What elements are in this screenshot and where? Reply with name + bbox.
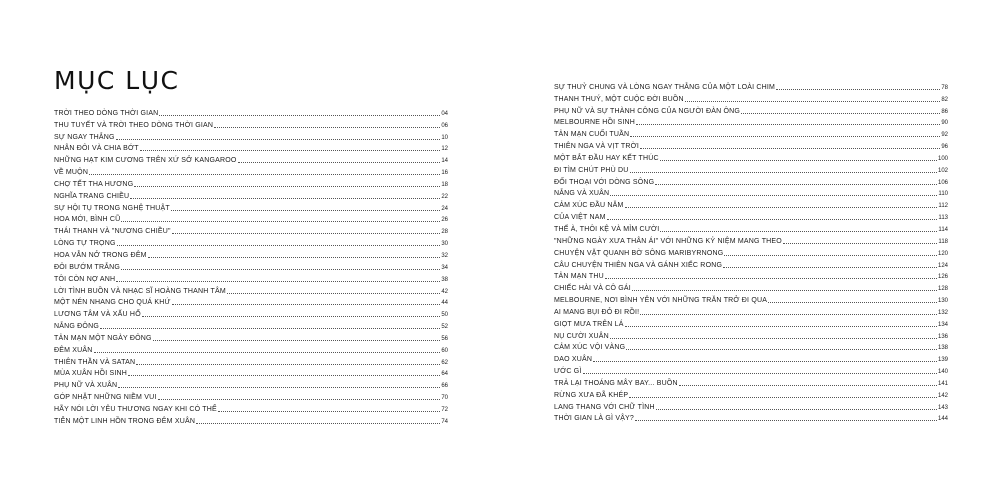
toc-entry-page: 138 (937, 345, 948, 352)
toc-entry-title: NHÂN ĐÔI VÀ CHIA BỚT (54, 145, 139, 153)
toc-entry-page: 16 (441, 170, 448, 177)
toc-entry (54, 189, 448, 201)
dot-leader (636, 124, 940, 125)
toc-entry-title: CHUYỆN VẶT QUANH BỜ SÔNG MARIBYRNONG (554, 249, 724, 257)
toc-entry (54, 248, 448, 260)
toc-entry-page: 82 (941, 96, 948, 103)
dot-leader (158, 399, 441, 400)
toc-entry-page: 140 (937, 369, 948, 376)
toc-entry (54, 201, 448, 213)
page-title: MỤC LỤC (54, 66, 180, 95)
toc-entry-title: MỘT NÉN NHANG CHO QUÁ KHỨ (54, 299, 171, 307)
toc-entry-page: 32 (441, 252, 448, 259)
toc-entry (54, 307, 448, 319)
toc-entry-title: LÒNG TỰ TRỌNG (54, 240, 116, 248)
toc-entry-title: SỰ HỘI TỤ TRONG NGHỆ THUẬT (54, 204, 170, 212)
toc-entry-page: 124 (937, 262, 948, 269)
toc-entry-title: THU TUYẾT VÀ TRỜI THEO DÒNG THỜI GIAN (54, 121, 214, 129)
dot-leader (172, 304, 441, 305)
toc-entry-page: 86 (941, 108, 948, 115)
toc-entry-page: 134 (937, 321, 948, 328)
toc-entry (554, 92, 948, 104)
toc-entry-title: TIỄN MỘT LINH HỒN TRONG ĐÊM XUÂN (54, 417, 196, 425)
toc-entry (54, 272, 448, 284)
toc-entry-page: 18 (441, 181, 448, 188)
toc-entry-title: SỰ NGAY THẲNG (54, 133, 115, 141)
dot-leader (172, 233, 441, 234)
toc-entry (554, 270, 948, 282)
toc-entry (54, 118, 448, 130)
toc-entry-title: HOA MỚI, BÌNH CŨ (54, 216, 121, 224)
toc-entry-page: 72 (441, 406, 448, 413)
toc-entry (554, 258, 948, 270)
toc-entry (554, 163, 948, 175)
dot-leader (679, 385, 937, 386)
toc-entry-page: 141 (937, 380, 948, 387)
toc-entry (554, 210, 948, 222)
toc-entry (54, 367, 448, 379)
toc-entry-page: 30 (441, 241, 448, 248)
toc-entry-title: CẢM XÚC ĐẦU NĂM (554, 202, 624, 210)
toc-entry-title: THỜI GIAN LÀ GÌ VẬY? (554, 415, 635, 423)
toc-entry-title: THIÊN THẦN VÀ SATAN (54, 358, 136, 366)
dot-leader (640, 148, 940, 149)
dot-leader (128, 375, 440, 376)
toc-entry-page: 66 (441, 383, 448, 390)
dot-leader (583, 373, 937, 374)
toc-entry-page: 142 (937, 392, 948, 399)
toc-entry-page: 28 (441, 229, 448, 236)
toc-entry-page: 118 (938, 238, 948, 245)
dot-leader (140, 150, 441, 151)
toc-entry-title: HÃY NÓI LỜI YÊU THƯƠNG NGAY KHI CÓ THỂ (54, 405, 217, 413)
toc-entry-title: VỀ MUỘN (54, 169, 89, 177)
dot-leader (768, 302, 937, 303)
toc-entry (554, 293, 948, 305)
toc-entry-title: CỦA VIỆT NAM (554, 214, 606, 222)
dot-leader (153, 340, 441, 341)
dot-leader (593, 361, 937, 362)
toc-entry (554, 341, 948, 353)
toc-entry-title: ĐỐI THOẠI VỚI DÒNG SÔNG (554, 178, 655, 186)
dot-leader (741, 113, 940, 114)
dot-leader (685, 101, 941, 102)
dot-leader (776, 89, 940, 90)
toc-entry-page: 14 (441, 158, 448, 165)
toc-entry (554, 175, 948, 187)
toc-entry-page: 52 (441, 324, 448, 331)
toc-entry-title: SỰ THUỶ CHUNG VÀ LÒNG NGAY THẲNG CỦA MỘT LOÀI CHIM (554, 83, 776, 91)
toc-entry-title: NỤ CƯỜI XUÂN (554, 332, 609, 340)
toc-entry-page: 10 (441, 134, 448, 141)
toc-entry-title: ƯỚC GÌ (554, 368, 582, 376)
toc-entry-page: 143 (937, 404, 948, 411)
toc-entry-title: LỜI TÌNH BUỒN VÀ NHẠC SĨ HOÀNG THANH TÂM (54, 287, 226, 295)
toc-entry (54, 260, 448, 272)
toc-entry (554, 116, 948, 128)
toc-entry-title: THẾ À, THÔI KỆ VÀ MỈM CƯỜI (554, 225, 660, 233)
right-page (500, 0, 1000, 500)
toc-entry (554, 139, 948, 151)
toc-entry (54, 355, 448, 367)
toc-entry (554, 412, 948, 424)
toc-entry-page: 44 (441, 300, 448, 307)
dot-leader (630, 136, 940, 137)
dot-leader (148, 257, 441, 258)
dot-leader (238, 162, 441, 163)
toc-entry-page: 42 (441, 288, 448, 295)
toc-entry-title: GIỌT MƯA TRÊN LÁ (554, 320, 624, 328)
toc-entry-page: 92 (941, 132, 948, 139)
toc-entry-page: 74 (441, 418, 448, 425)
dot-leader (640, 314, 937, 315)
dot-leader (171, 210, 441, 211)
toc-entry (54, 106, 448, 118)
dot-leader (610, 195, 937, 196)
toc-entry-title: MELBOURNE, NƠI BÌNH YÊN VỚI NHỮNG TRĂN TRỞ ĐI QUA (554, 297, 768, 305)
toc-entry-page: 04 (441, 110, 448, 117)
toc-entry-title: CHỢ TẾT THA HƯƠNG (54, 180, 134, 188)
dot-leader (655, 184, 937, 185)
toc-entry-page: 62 (441, 359, 448, 366)
toc-entry (554, 198, 948, 210)
toc-entry-page: 126 (937, 274, 948, 281)
toc-entry-title: PHỤ NỮ VÀ SỰ THÀNH CÔNG CỦA NGƯỜI ĐÀN ÔNG (554, 107, 741, 115)
dot-leader (605, 278, 937, 279)
toc-entry-title: THANH THUÝ, MỘT CUỘC ĐỜI BUỒN (554, 95, 684, 103)
dot-leader (724, 255, 937, 256)
toc-entry (54, 165, 448, 177)
toc-entry-title: CẢM XÚC VỘI VÀNG (554, 344, 626, 352)
dot-leader (218, 411, 440, 412)
dot-leader (660, 231, 937, 232)
toc-entry (554, 376, 948, 388)
toc-entry-title: TẢN MẠN THU (554, 273, 604, 281)
toc-entry (554, 388, 948, 400)
toc-entry-title: THIÊN NGA VÀ VỊT TRỜI (554, 143, 640, 151)
dot-leader (632, 290, 937, 291)
toc-entry-page: 144 (937, 416, 948, 423)
toc-entry-title: DAO XUÂN (554, 356, 593, 364)
toc-entry-title: THÁI THANH VÀ "NƯƠNG CHIỀU" (54, 228, 171, 236)
dot-leader (116, 281, 440, 282)
toc-entry-title: AI MANG BỤI ĐỎ ĐI RỒI! (554, 308, 640, 316)
toc-entry (554, 400, 948, 412)
toc-entry-page: 60 (441, 347, 448, 354)
toc-entry-title: NẮNG VÀ XUÂN (554, 190, 610, 198)
toc-entry-title: RỪNG XƯA ĐÃ KHÉP (554, 391, 629, 399)
dot-leader (607, 219, 938, 220)
toc-entry-page: 90 (941, 120, 948, 127)
toc-entry (54, 296, 448, 308)
toc-entry-page: 112 (938, 203, 948, 210)
toc-entry (54, 213, 448, 225)
toc-entry-page: 78 (941, 84, 948, 91)
toc-entry-title: MÙA XUÂN HỒI SINH (54, 370, 128, 378)
dot-leader (94, 352, 441, 353)
toc-entry (554, 281, 948, 293)
dot-leader (196, 423, 440, 424)
dot-leader (134, 186, 440, 187)
dot-leader (136, 364, 440, 365)
toc-entry-title: HOA VẪN NỞ TRONG ĐÊM (54, 251, 147, 259)
dot-leader (635, 420, 937, 421)
toc-entry-page: 34 (441, 264, 448, 271)
dot-leader (130, 198, 440, 199)
dot-leader (783, 243, 937, 244)
toc-entry (554, 246, 948, 258)
toc-entry-title: LANG THANG VỚI CHỮ TÌNH (554, 403, 655, 411)
toc-entry (54, 153, 448, 165)
toc-entry-page: 56 (441, 335, 448, 342)
toc-entry-title: LƯƠNG TÂM VÀ XẤU HỔ (54, 311, 141, 319)
toc-entry (554, 222, 948, 234)
toc-entry (54, 378, 448, 390)
toc-entry-page: 132 (937, 309, 948, 316)
dot-leader (626, 349, 937, 350)
toc-entry-title: CHIẾC HÀI VÀ CÔ GÁI (554, 285, 631, 293)
dot-leader (227, 293, 440, 294)
toc-entry-title: NẮNG ĐÔNG (54, 323, 99, 331)
toc-entry-title: CÂU CHUYỆN THIÊN NGA VÀ GÁNH XIẾC RONG (554, 261, 723, 269)
dot-leader (625, 326, 937, 327)
dot-leader (142, 316, 440, 317)
dot-leader (214, 127, 440, 128)
dot-leader (121, 221, 440, 222)
toc-entry-title: "NHỮNG NGÀY XƯA THÂN ÁI" VỚI NHỮNG KỶ NIỆM MANG THEO (554, 237, 782, 245)
toc-entry-page: 50 (441, 312, 448, 319)
dot-leader (625, 207, 938, 208)
toc-entry (54, 224, 448, 236)
toc-entry-page: 38 (441, 276, 448, 283)
toc-entry (554, 305, 948, 317)
toc-entry-title: MỘT BẮT ĐẦU HAY KẾT THÚC (554, 154, 659, 162)
toc-entry-title: ĐÊM XUÂN (54, 346, 93, 354)
toc-entry-page: 100 (937, 155, 948, 162)
dot-leader (656, 409, 937, 410)
toc-entry-title: GÓP NHẶT NHỮNG NIỀM VUI (54, 394, 157, 402)
toc-entry (54, 142, 448, 154)
dot-leader (100, 328, 440, 329)
toc-entry-page: 64 (441, 371, 448, 378)
dot-leader (723, 267, 937, 268)
toc-entry (54, 414, 448, 426)
toc-entry (554, 127, 948, 139)
toc-entry (554, 187, 948, 199)
toc-entry (54, 130, 448, 142)
toc-entry (54, 402, 448, 414)
toc-entry (554, 352, 948, 364)
toc-entry-title: ĐÔI BƯỚM TRẮNG (54, 263, 120, 271)
toc-entry-page: 96 (941, 144, 948, 151)
toc-entry-page: 110 (938, 191, 948, 198)
toc-entry (554, 80, 948, 92)
dot-leader (159, 115, 440, 116)
dot-leader (121, 269, 440, 270)
toc-entry-page: 128 (937, 286, 948, 293)
toc-entry-title: NGHĨA TRANG CHIỀU (54, 192, 130, 200)
toc-entry-title: TẢN MẠN CUỐI TUẦN (554, 131, 630, 139)
dot-leader (630, 172, 937, 173)
dot-leader (118, 387, 440, 388)
toc-entry (554, 317, 948, 329)
toc-entry-title: TẢN MẠN MỘT NGÀY ĐÔNG (54, 334, 152, 342)
toc-list-right (554, 80, 948, 423)
toc-entry-title: MELBOURNE HỒI SINH (554, 119, 635, 127)
toc-entry-page: 24 (441, 205, 448, 212)
toc-entry-title: TRẢ LẠI THOÁNG MÂY BAY... BUỒN (554, 379, 678, 387)
dot-leader (116, 139, 441, 140)
toc-entry (554, 104, 948, 116)
dot-leader (660, 160, 937, 161)
toc-entry-page: 139 (937, 357, 948, 364)
toc-entry-page: 114 (938, 226, 948, 233)
toc-entry (54, 236, 448, 248)
toc-entry (54, 331, 448, 343)
toc-entry (54, 390, 448, 402)
toc-entry-page: 12 (441, 146, 448, 153)
toc-entry (54, 319, 448, 331)
toc-entry-page: 106 (937, 179, 948, 186)
toc-entry (554, 151, 948, 163)
dot-leader (117, 245, 441, 246)
toc-list-left (54, 106, 448, 426)
toc-entry-title: ĐI TÌM CHÚT PHÙ DU (554, 166, 629, 174)
toc-entry-page: 120 (937, 250, 948, 257)
toc-entry-page: 26 (441, 217, 448, 224)
toc-entry (554, 329, 948, 341)
toc-entry-title: PHỤ NỮ VÀ XUÂN (54, 382, 118, 390)
toc-entry-page: 102 (937, 167, 948, 174)
toc-entry-page: 70 (441, 395, 448, 402)
toc-entry-title: TÔI CÒN NỢ ANH (54, 275, 116, 283)
toc-entry (54, 177, 448, 189)
toc-entry (554, 364, 948, 376)
toc-entry-page: 22 (441, 193, 448, 200)
toc-entry (554, 234, 948, 246)
dot-leader (610, 338, 937, 339)
toc-entry (54, 284, 448, 296)
toc-entry-page: 136 (937, 333, 948, 340)
toc-entry-title: NHỮNG HẠT KIM CƯƠNG TRÊN XỨ SỞ KANGAROO (54, 157, 237, 165)
dot-leader (629, 397, 937, 398)
dot-leader (89, 174, 440, 175)
toc-entry-page: 113 (938, 215, 948, 222)
toc-entry-page: 130 (937, 298, 948, 305)
toc-entry (54, 343, 448, 355)
toc-entry-page: 06 (441, 122, 448, 129)
toc-entry-title: TRỜI THEO DÒNG THỜI GIAN (54, 109, 159, 117)
